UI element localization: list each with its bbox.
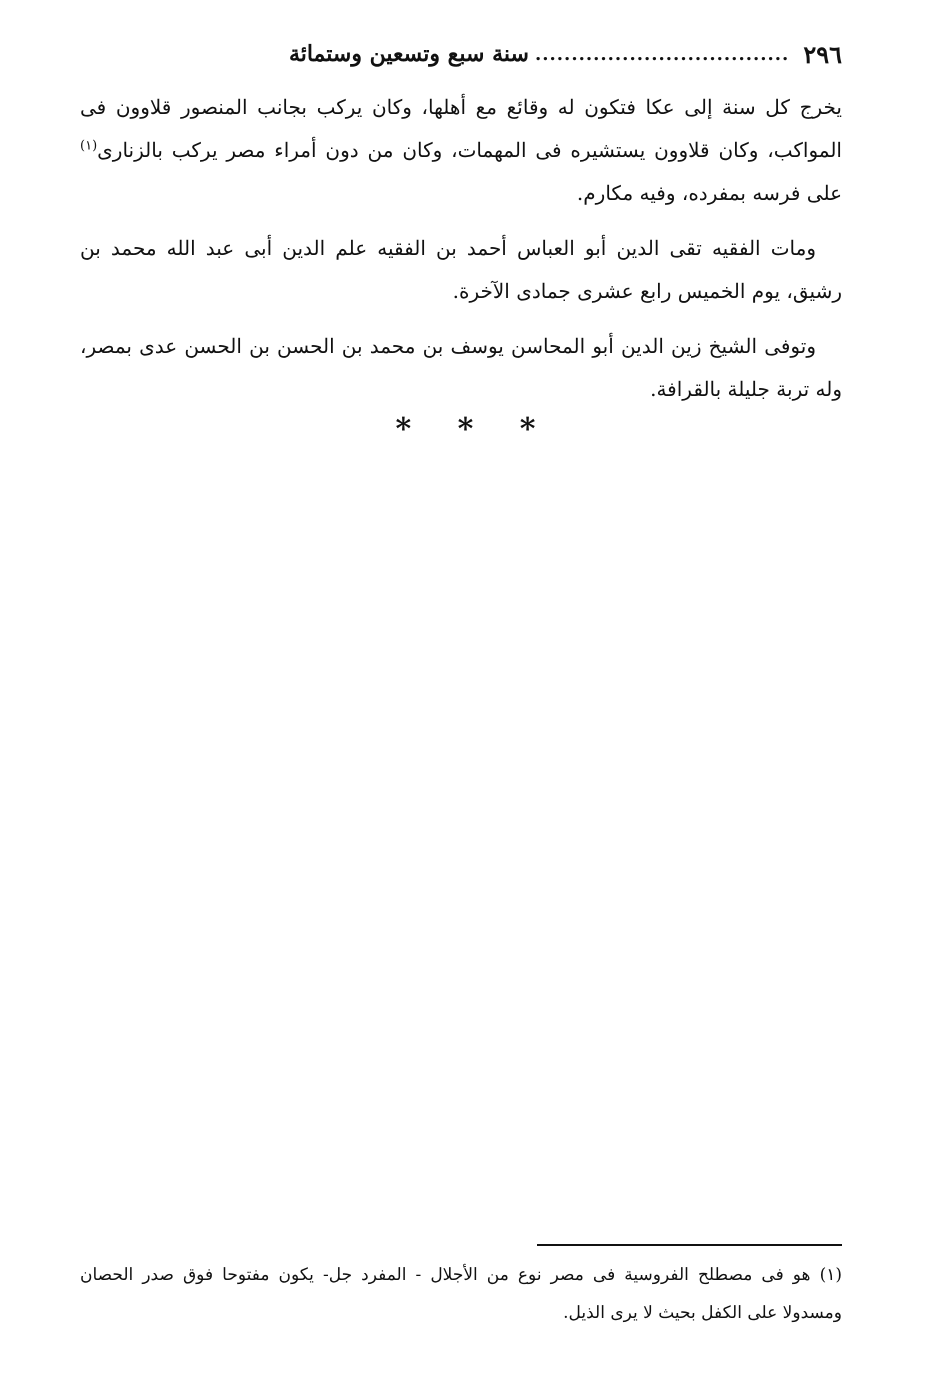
paragraph-1-text-before: يخرج كل سنة إلى عكا فتكون له وقائع مع أهلها، وكان يركب بجانب المنصور قلاوون فى المواكب، وكان قلاوون يستشيره فى المهمات، وكان من دون أمراء مصر يركب بالزنارى <box>80 95 842 162</box>
paragraph-2: ومات الفقيه تقى الدين أبو العباس أحمد بن الفقيه علم الدين أبى عبد الله محمد بن رشيق، يوم الخميس رابع عشرى جمادى الآخرة. <box>80 236 842 303</box>
footnote-1: (١) هو فى مصطلح الفروسية فى مصر نوع من الأجلال - المفرد جل- يكون مفتوحا فوق صدر الحصان ومسدولا على الكفل بحيث لا يرى الذيل. <box>80 1265 842 1323</box>
paragraph-1 <box>80 86 842 215</box>
header-leader-dots: ................................... <box>534 43 790 65</box>
main-text <box>80 86 842 423</box>
page-number: ٢٩٦ <box>803 39 842 69</box>
paragraph-3: وتوفى الشيخ زين الدين أبو المحاسن يوسف بن محمد بن الحسن بن الحسن عدى بمصر، وله تربة جليلة بالقرافة. <box>80 334 842 401</box>
section-separator: * * * <box>395 412 554 447</box>
footnote-divider <box>537 1244 842 1246</box>
page-header <box>80 34 842 74</box>
footnote-ref-1: (١) <box>80 138 98 154</box>
running-title: سنة سبع وتسعين وستمائة <box>288 41 529 67</box>
paragraph-1-text-after: على فرسه بمفرده، وفيه مكارم. <box>576 181 842 205</box>
footnotes <box>80 1256 842 1332</box>
